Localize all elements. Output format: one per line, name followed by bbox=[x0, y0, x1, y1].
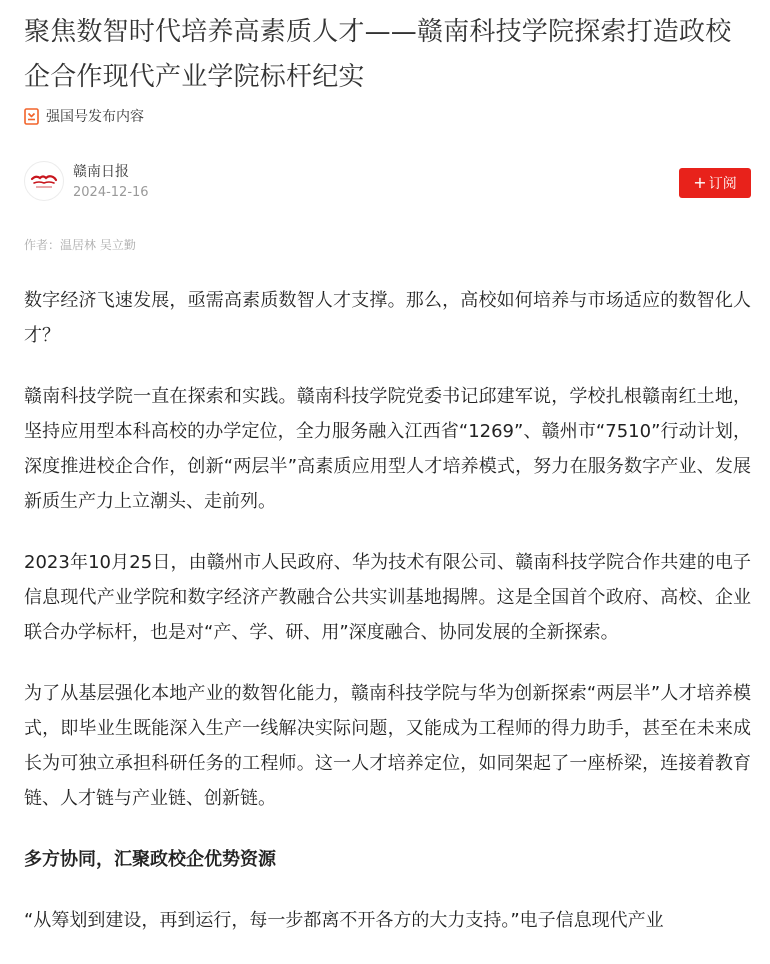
paragraph: 数字经济飞速发展，亟需高素质数智人才支撑。那么，高校如何培养与市场适应的数智化人才？ bbox=[24, 290, 751, 346]
newspaper-logo bbox=[25, 162, 63, 200]
author-row bbox=[24, 160, 751, 206]
author-name[interactable]: 赣南日报 bbox=[73, 164, 129, 180]
avatar[interactable] bbox=[24, 161, 64, 201]
source-tag-label: 强国号发布内容 bbox=[46, 109, 144, 125]
section-heading: 多方协同，汇聚政校企优势资源 bbox=[24, 849, 276, 870]
badge-icon bbox=[24, 108, 39, 125]
subscribe-button[interactable] bbox=[679, 168, 751, 198]
byline: 作者：温居林 吴立勤 bbox=[24, 238, 136, 252]
source-tag bbox=[24, 104, 144, 128]
paragraph: 赣南科技学院一直在探索和实践。赣南科技学院党委书记邱建军说，学校扎根赣南红土地，坚持应用型本科高校的办学定位，全力服务融入江西省“1269”、赣州市“7510”行动计划，深度推进校企合作，创新“两层半”高素质应用型人才培养模式，努力在服务数字产业、发展新质生产力上立潮头、走前列。 bbox=[24, 386, 751, 512]
paragraph: 为了从基层强化本地产业的数智化能力，赣南科技学院与华为创新探索“两层半”人才培养模式，即毕业生既能深入生产一线解决实际问题，又能成为工程师的得力助手，甚至在未来成长为可独立承担科研任务的工程师。这一人才培养定位，如同架起了一座桥梁，连接着教育链、人才链与产业链、创新链。 bbox=[24, 683, 751, 809]
paragraph: 2023年10月25日，由赣州市人民政府、华为技术有限公司、赣南科技学院合作共建的电子信息现代产业学院和数字经济产教融合公共实训基地揭牌。这是全国首个政府、高校、企业联合办学标杆，也是对“产、学、研、用”深度融合、协同发展的全新探索。 bbox=[24, 552, 751, 643]
article-body bbox=[24, 283, 751, 964]
article-title: 聚焦数智时代培养高素质人才——赣南科技学院探索打造政校企合作现代产业学院标杆纪实 bbox=[24, 17, 732, 92]
publish-date: 2024-12-16 bbox=[73, 185, 149, 200]
paragraph: “从筹划到建设，再到运行，每一步都离不开各方的大力支持。”电子信息现代产业 bbox=[24, 910, 664, 931]
subscribe-label: 订阅 bbox=[708, 176, 737, 192]
plus-icon: + bbox=[693, 173, 707, 192]
